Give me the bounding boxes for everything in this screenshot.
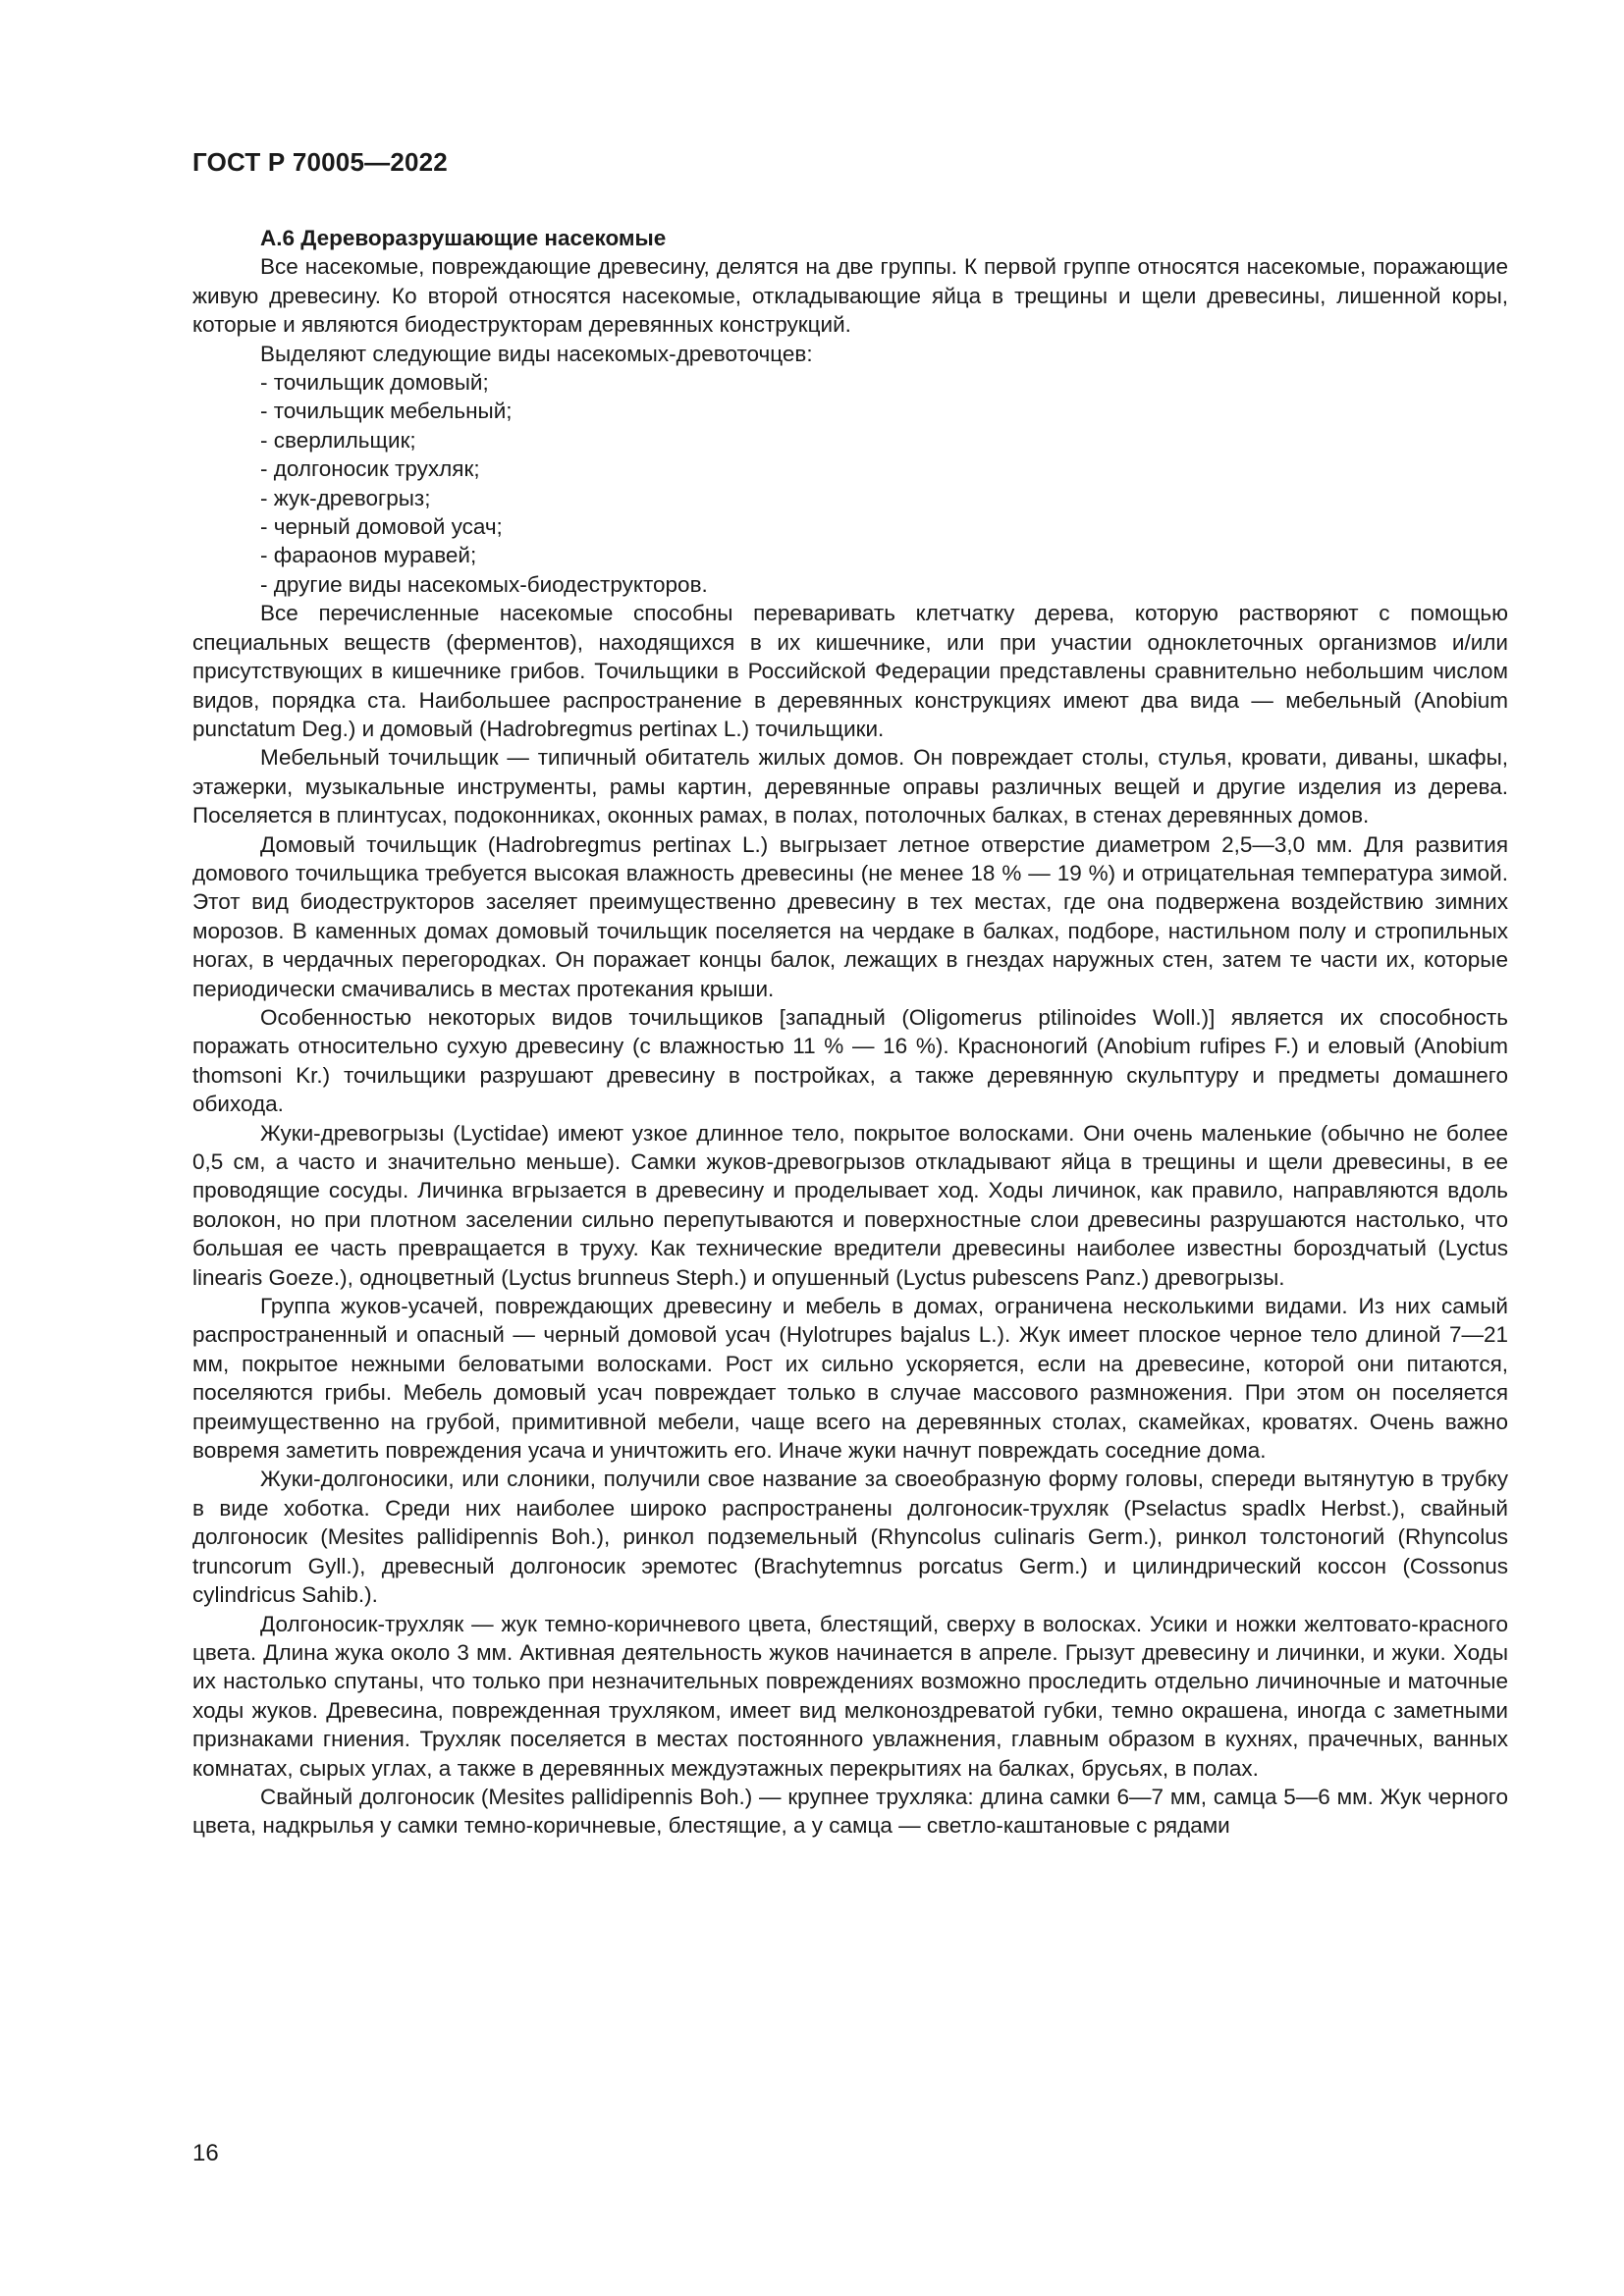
list-item: - сверлильщик; — [260, 427, 416, 453]
paragraph-weevils: Жуки-долгоносики, или слоники, получили свое название за своеобразную форму головы, спереди вытянутую в трубку в виде хоботка. Среди них наиболее широко распространены долгоносик-трухляк (Pselactus spadlx Herbst.), свайный долгоносик (Mesites pallidipennis Boh.), ринкол подземельный (Rhyncolus culinaris Germ.), ринкол толстоногий (Rhyncolus truncorum Gyll.), древесный долгоносик эремотес (Brachytemnus porcatus Germ.) и цилиндрический коссон (Cossonus cylindricus Sahib.). — [192, 1467, 1508, 1608]
paragraph-longhorn-beetles: Группа жуков-усачей, повреждающих древесину и мебель в домах, ограничена несколькими видами. Из них самый распространенный и опасный — черный домовой усач (Hylotrupes bajalus L.). Жук имеет плоское черное тело длиной 7—21 мм, покрытое нежными беловатыми волосками. Рост их сильно ускоряется, если на древесине, которой они питаются, поселяются грибы. Мебель домовый усач повреждает только в случае массового размножения. При этом он поселяется преимущественно на грубой, примитивной мебели, чаще всего на деревянных столах, скамейках, кроватях. Очень важно вовремя заметить повреждения усача и уничтожить его. Иначе жуки начнут повреждать соседние дома. — [192, 1294, 1508, 1464]
document-code-header: ГОСТ Р 70005—2022 — [192, 147, 448, 177]
paragraph-dry-wood-beetles: Особенностью некоторых видов точильщиков [западный (Oligomerus ptilinoides Woll.)] является их способность поражать относительно сухую древесину (с влажностью 11 % — 16 %). Красноногий (Anobium rufipes F.) и еловый (Anobium thomsoni Kr.) точильщики разрушают древесину в постройках, а также деревянную скульптуру и предметы домашнего обихода. — [192, 1004, 1508, 1117]
paragraph-powderpost-beetles: Жуки-древогрызы (Lyctidae) имеют узкое длинное тело, покрытое волосками. Они очень маленькие (обычно не более 0,5 см, а часто и значительно меньше). Самки жуков-древогрызов откладывают яйца в трещины и щели древесины, в ее проводящие сосуды. Личинка вгрызается в древесину и проделывает ход. Ходы личинок, как правило, направляются вдоль волокон, но при плотном заселении сильно перепутываются и поверхностные слои древесины разрушаются настолько, что большая ее часть превращается в труху. Как технические вредители древесины наиболее известны бороздчатый (Lyctus linearis Goeze.), одноцветный (Lyctus brunneus Steph.) и опушенный (Lyctus pubescens Panz.) древогрызы. — [192, 1120, 1508, 1290]
paragraph-intro: Все насекомые, повреждающие древесину, делятся на две группы. К первой группе относятся насекомые, поражающие живую древесину. Ко второй относятся насекомые, откладывающие яйца в трещины и щели древесины, лишенной коры, которые и являются биодеструкторам деревянных конструкций. — [192, 254, 1508, 338]
paragraph-pile-weevil: Свайный долгоносик (Mesites pallidipennis Boh.) — крупнее трухляка: длина самки 6—7 мм, самца 5—6 мм. Жук черного цвета, надкрылья у самки темно-коричневые, блестящие, а у самца — светло-каштановые с рядами — [192, 1784, 1508, 1839]
list-item: - фараонов муравей; — [260, 543, 477, 568]
page-content — [192, 224, 1508, 1841]
page-number: 16 — [192, 2140, 219, 2166]
insect-species-list — [192, 368, 1508, 599]
paragraph-digestion: Все перечисленные насекомые способны переваривать клетчатку дерева, которую растворяют с помощью специальных веществ (ферментов), находящихся в их кишечнике, или при участии одноклеточных организмов и/или присутствующих в кишечнике грибов. Точильщики в Российской Федерации представлены сравнительно небольшим числом видов, порядка ста. Наибольшее распространение в деревянных конструкциях имеют два вида — мебельный (Anobium punctatum Deg.) и домовый (Hadrobregmus pertinax L.) точильщики. — [192, 601, 1508, 741]
section-title: А.6 Дереворазрушающие насекомые — [260, 226, 667, 250]
paragraph-wood-weevil: Долгоносик-трухляк — жук темно-коричневого цвета, блестящий, сверху в волосках. Усики и ножки желтовато-красного цвета. Длина жука около 3 мм. Активная деятельность жуков начинается в апреле. Грызут древесину и личинки, и жуки. Ходы их настолько спутаны, что только при незначительных повреждениях возможно проследить отдельно личиночные и маточные ходы жуков. Древесина, поврежденная трухляком, имеет вид мелконоздреватой губки, темно окрашена, иногда с заметными признаками гниения. Трухляк поселяется в местах постоянного увлажнения, главным образом в кухнях, прачечных, ванных комнатах, сырых углах, а также в деревянных междуэтажных перекрытиях на балках, брусьях, в полах. — [192, 1611, 1508, 1781]
list-item: - точильщик мебельный; — [260, 399, 513, 424]
list-item: - другие виды насекомых-биодеструкторов. — [260, 571, 708, 597]
list-item: - долгоносик трухляк; — [260, 456, 480, 482]
list-item: - точильщик домовый; — [260, 370, 489, 396]
list-intro: Выделяют следующие виды насекомых-древоточцев: — [260, 341, 813, 366]
list-item: - жук-древогрыз; — [260, 485, 431, 510]
paragraph-furniture-beetle: Мебельный точильщик — типичный обитатель жилых домов. Он повреждает столы, стулья, кровати, диваны, шкафы, этажерки, музыкальные инструменты, рамы картин, деревянные оправы различных вещей и другие изделия из дерева. Поселяется в плинтусах, подоконниках, оконных рамах, в полах, потолочных балках, в стенах деревянных домов. — [192, 745, 1508, 828]
paragraph-house-beetle: Домовый точильщик (Hadrobregmus pertinax L.) выгрызает летное отверстие диаметром 2,5—3,0 мм. Для развития домового точильщика требуется высокая влажность древесины (не менее 18 % — 19 %) и отрицательная температура зимой. Этот вид биодеструкторов заселяет преимущественно древесину в тех местах, где она подвержена воздействию зимних морозов. В каменных домах домовый точильщик поселяется на чердаке в балках, подборе, настильном полу и стропильных ногах, в чердачных перегородках. Он поражает концы балок, лежащих в гнездах наружных стен, затем те части их, которые периодически смачивались в местах протекания крыши. — [192, 831, 1508, 1001]
list-item: - черный домовой усач; — [260, 514, 503, 540]
